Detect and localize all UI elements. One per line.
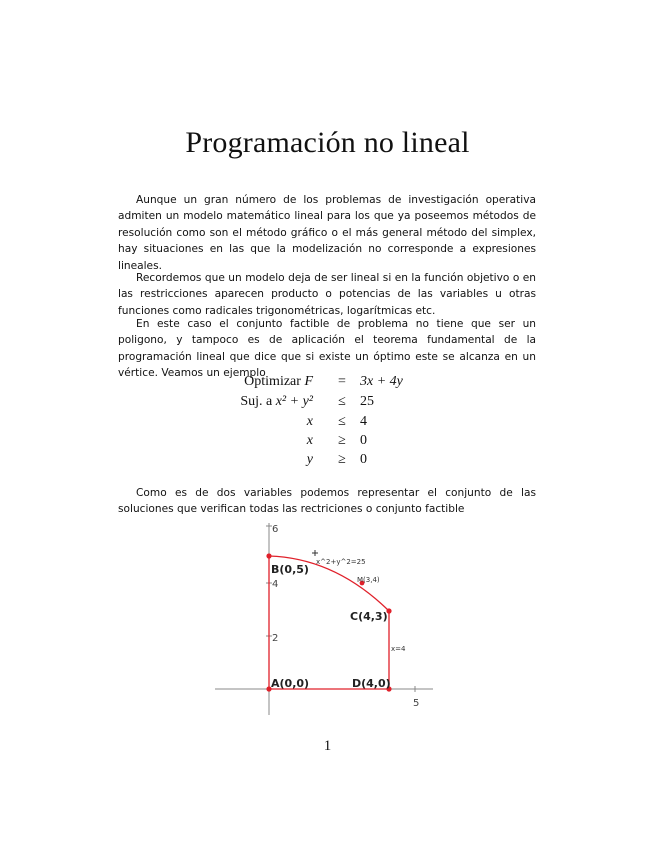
line-equation-label: x=4 <box>391 645 406 653</box>
page-title: Programación no lineal <box>185 126 470 159</box>
constraint-rhs: 0 <box>360 433 367 448</box>
equals-sign: = <box>338 374 346 389</box>
constraint-operator: ≤ <box>338 394 346 409</box>
constraint-circle <box>0 394 655 414</box>
constraint-y-nonneg <box>0 452 655 472</box>
constraint-rhs: 25 <box>360 394 374 409</box>
objective-symbol: F <box>304 374 313 389</box>
constraint-x-upper <box>0 414 655 434</box>
constraint-operator: ≤ <box>338 414 346 429</box>
x-tick-label: 5 <box>413 698 420 709</box>
constraint-rhs: 0 <box>360 452 367 467</box>
constraint-rhs: 4 <box>360 414 367 429</box>
vertex-b-label: B(0,5) <box>271 563 309 576</box>
constraint-x-nonneg <box>0 433 655 453</box>
optimize-label: Optimizar <box>244 374 301 389</box>
vertex-a-label: A(0,0) <box>271 677 310 690</box>
page-number: 1 <box>323 738 332 754</box>
circle-equation-label: x^2+y^2=25 <box>316 558 366 566</box>
vertex-d-label: D(4,0) <box>352 677 391 690</box>
constraint-operator: ≥ <box>338 433 346 448</box>
y-tick-label: 4 <box>272 579 279 590</box>
subject-to-label: Suj. a <box>240 394 273 409</box>
constraint-operator: ≥ <box>338 452 346 467</box>
constraint-lhs: x <box>306 433 313 448</box>
point-m-label: M(3,4) <box>357 576 380 584</box>
objective-expression: 3x + 4y <box>360 374 403 389</box>
constraint-lhs: x² + y² <box>275 394 313 409</box>
constraint-lhs: y <box>306 452 313 467</box>
paragraph-graphical: Como es de dos variables podemos representar el conjunto de las soluciones que verifican todas las rectriciones o conjunto factible <box>118 486 536 516</box>
paragraph-feasible-set: En este caso el conjunto factible de problema no tiene que ser un poligono, y tampoco es de aplicación el teorema fundamental de la programación lineal que dice que si existe un óptimo este se alcanza en un vértice. Veamos un ejemplo <box>118 317 536 380</box>
y-tick-label: 2 <box>272 633 279 644</box>
paragraph-intro: Aunque un gran número de los problemas de investigación operativa admiten un modelo matemático lineal para los que ya poseemos métodos de resolución como son el método gráfico o el más general método del simplex, hay situaciones en las que la modelización no corresponde a expresiones lineales. <box>118 193 536 272</box>
vertex-c-label: C(4,3) <box>350 610 388 623</box>
y-tick-label: 6 <box>272 524 279 535</box>
constraint-lhs: x <box>306 414 313 429</box>
paragraph-nonlinear-definition: Recordemos que un modelo deja de ser lineal si en la función objetivo o en las restricciones aparecen producto o potencias de las variables u otras funciones como radicales trigonométricas, logarítmicas etc. <box>118 271 536 317</box>
vertex-b <box>266 553 271 558</box>
feasible-region-figure <box>215 515 440 715</box>
equation-objective <box>0 374 655 394</box>
